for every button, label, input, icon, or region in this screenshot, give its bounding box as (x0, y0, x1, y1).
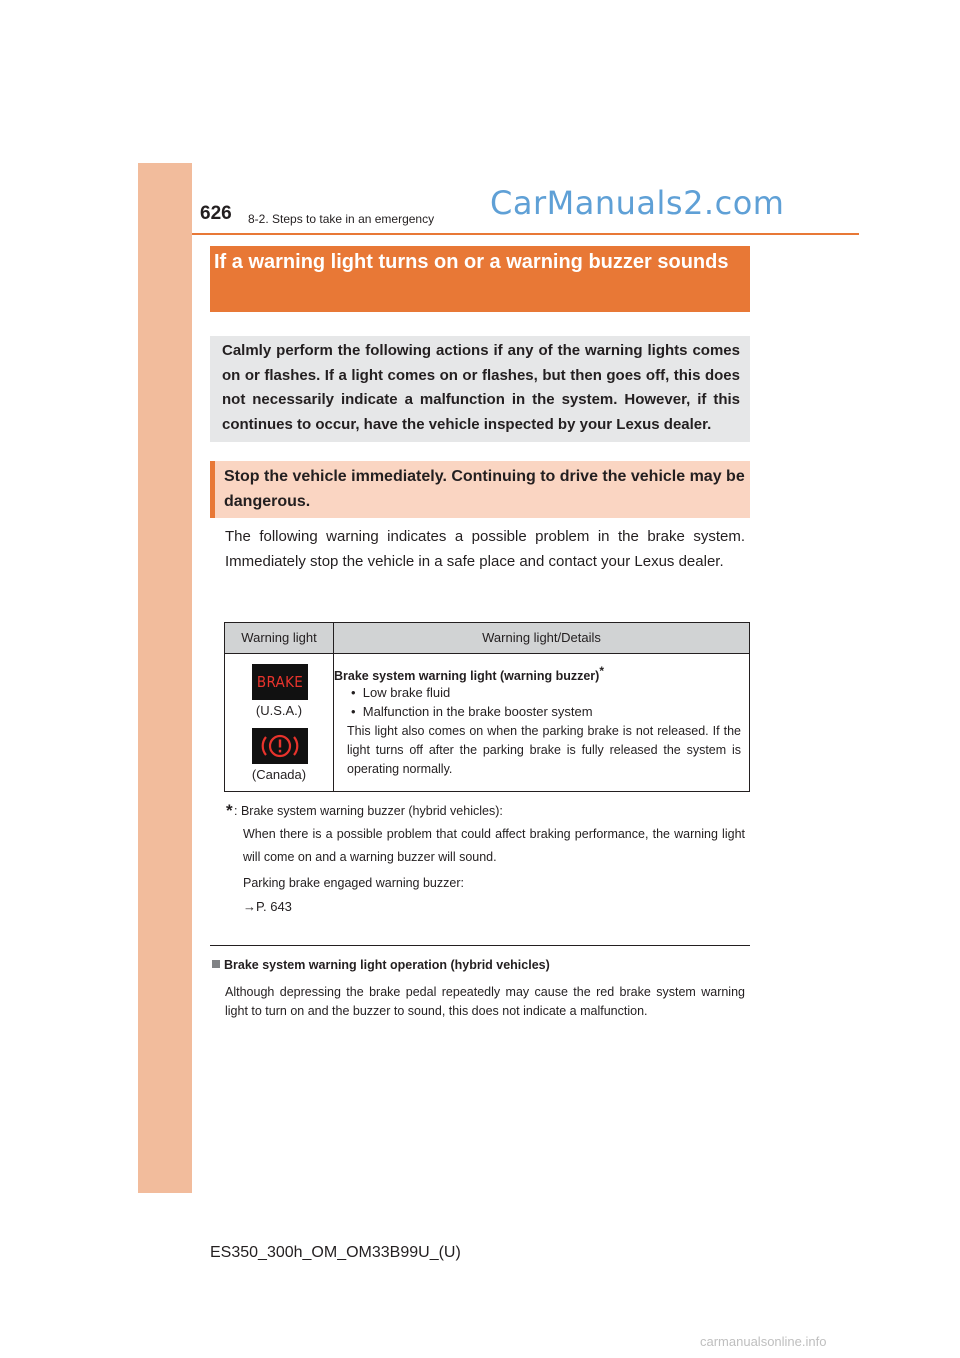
page-reference-link[interactable]: →P. 643 (243, 899, 292, 914)
canada-label: (Canada) (251, 767, 307, 782)
table-header-details: Warning light/Details (482, 630, 601, 645)
table-cell-details (334, 654, 749, 791)
section-title: 8-2. Steps to take in an emergency (248, 212, 435, 226)
bullet-item (351, 704, 741, 719)
subsection-body: Although depressing the brake pedal repeatedly may cause the red brake system warning light to turn on and the buzzer to sound, this does not indicate a malfunction. (225, 985, 745, 1018)
bullet-item (351, 685, 741, 700)
bullet-text: Low brake fluid (362, 685, 451, 700)
detail-paragraph: This light also comes on when the parking brake is not released. If the light turns off after the parking brake is fully released the system is operating normally. (347, 724, 741, 776)
footnote-parking: Parking brake engaged warning buzzer: (243, 876, 464, 890)
section-divider (210, 945, 750, 946)
stop-notice-text: Stop the vehicle immediately. Continuing to drive the vehicle may be dangerous. (224, 468, 745, 510)
page-number: 626 (200, 203, 232, 224)
table-header-row (225, 623, 749, 654)
stop-notice-box (210, 461, 750, 518)
watermark-top: CarManuals2.com (490, 184, 785, 222)
detail-title (334, 664, 744, 683)
table-cell-icons (225, 654, 334, 791)
warning-light-table (224, 622, 750, 792)
footer-watermark: carmanualsonline.info (700, 1334, 827, 1349)
subsection-heading-text: Brake system warning light operation (hybrid vehicles) (224, 958, 550, 972)
brake-warning-icon: BRAKE (252, 664, 308, 700)
brake-circle-exclamation-icon (252, 728, 308, 764)
bullet-mark: • (351, 685, 356, 700)
usa-label: (U.S.A.) (255, 703, 303, 718)
side-tab-strip (138, 163, 192, 1193)
footnote-mark: * (226, 801, 233, 820)
intro-box (210, 336, 750, 442)
square-bullet-icon (212, 960, 220, 968)
body-paragraph: The following warning indicates a possible problem in the brake system. Immediately stop the vehicle in a safe place and contact your Lexus dealer. (225, 528, 745, 570)
header-rule (192, 233, 859, 235)
footnote-body: When there is a possible problem that could affect braking performance, the warning light will come on and a warning buzzer will sound. (243, 827, 745, 864)
title-banner (210, 246, 750, 312)
footer-document-code: ES350_300h_OM_OM33B99U_(U) (210, 1244, 461, 1261)
detail-title-text: Brake system warning light (warning buzzer) (334, 669, 600, 684)
table-header-warning-light: Warning light (225, 623, 334, 653)
detail-title-mark: * (599, 664, 604, 678)
page-title: If a warning light turns on or a warning buzzer sounds (214, 251, 729, 273)
intro-text: Calmly perform the following actions if any of the warning lights comes on or flashes. If a light comes on or flashes, but then goes off, this does not necessarily indicate a malfunction in the system. However, if this continues to occur, have the vehicle inspected by your Lexus dealer. (222, 342, 740, 433)
bullet-mark: • (351, 704, 356, 719)
subsection-heading (212, 958, 550, 972)
footnote-heading: : Brake system warning buzzer (hybrid vehicles): (234, 804, 503, 818)
bullet-text: Malfunction in the brake booster system (362, 704, 593, 719)
